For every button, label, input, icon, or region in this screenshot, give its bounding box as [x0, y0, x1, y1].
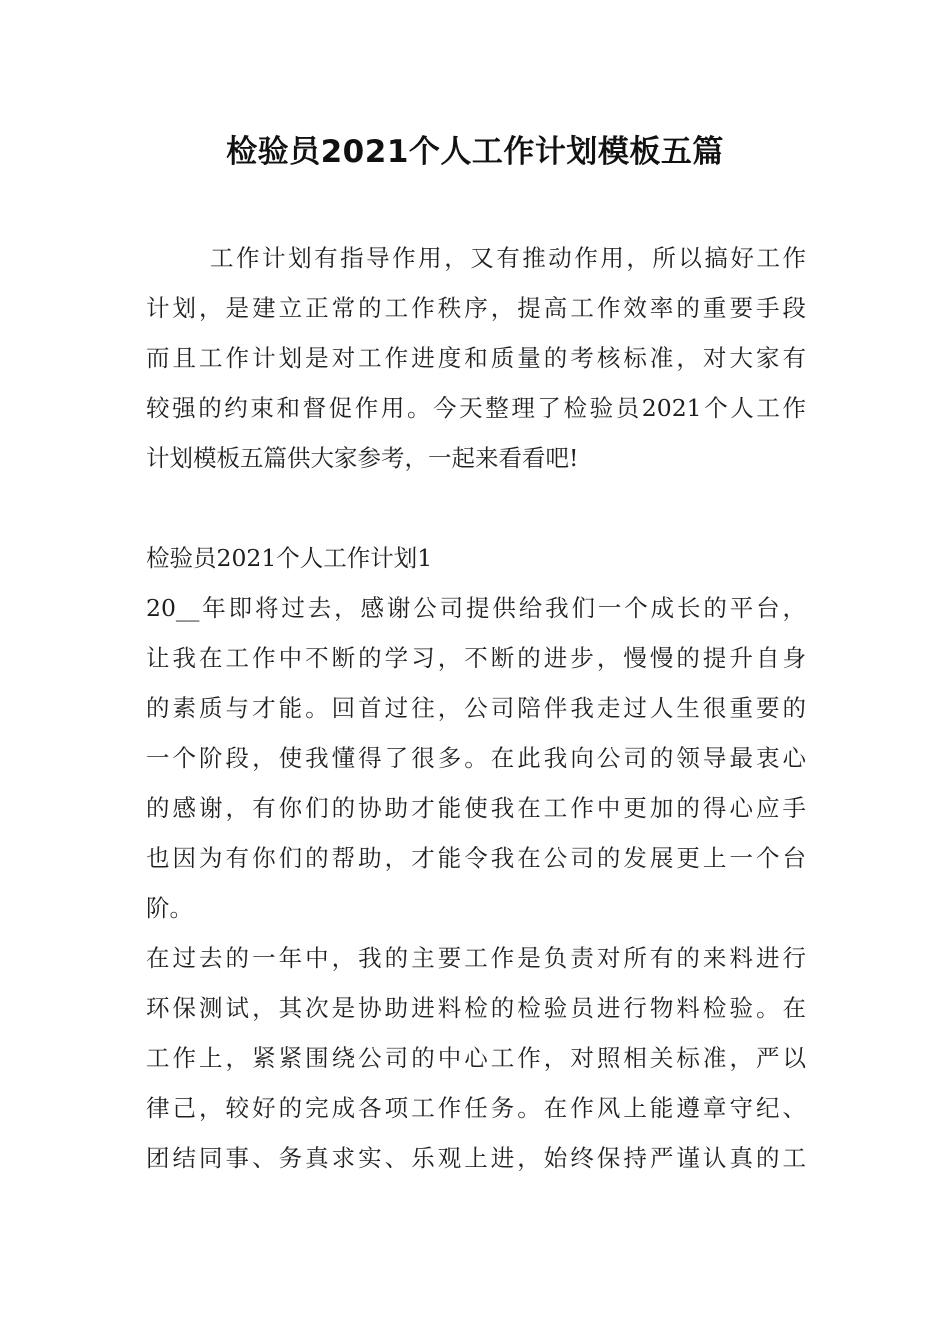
intro-line: 工作计划有指导作用，又有推动作用，所以搞好工作 — [210, 244, 806, 272]
paragraph-line: 在过去的一年中，我的主要工作是负责对所有的来料进行 — [146, 944, 806, 972]
intro-line: 较强的约束和督促作用。今天整理了检验员2021个人工作 — [146, 394, 806, 422]
paragraph-line: 团结同事、务真求实、乐观上进，始终保持严谨认真的工 — [146, 1144, 806, 1172]
paragraph-line: 阶。 — [146, 894, 193, 922]
intro-line: 计划模板五篇供大家参考，一起来看看吧! — [146, 444, 579, 472]
section-heading: 检验员2021个人工作计划1 — [146, 544, 433, 572]
intro-line: 计划，是建立正常的工作秩序，提高工作效率的重要手段 — [146, 294, 806, 322]
paragraph-line: 一个阶段，使我懂得了很多。在此我向公司的领导最衷心 — [146, 744, 806, 772]
paragraph-line: 的素质与才能。回首过往，公司陪伴我走过人生很重要的 — [146, 694, 806, 722]
intro-line: 而且工作计划是对工作进度和质量的考核标准，对大家有 — [146, 344, 806, 372]
document-title: 检验员2021个人工作计划模板五篇 — [226, 134, 724, 170]
paragraph-line: 让我在工作中不断的学习，不断的进步，慢慢的提升自身 — [146, 644, 806, 672]
paragraph-line: 工作上，紧紧围绕公司的中心工作，对照相关标准，严以 — [146, 1044, 806, 1072]
paragraph-line: 20__年即将过去，感谢公司提供给我们一个成长的平台， — [146, 594, 806, 622]
paragraph-line: 律己，较好的完成各项工作任务。在作风上能遵章守纪、 — [146, 1094, 806, 1122]
paragraph-line: 的感谢，有你们的协助才能使我在工作中更加的得心应手 — [146, 794, 806, 822]
paragraph-line: 也因为有你们的帮助，才能令我在公司的发展更上一个台 — [146, 844, 806, 872]
paragraph-line: 环保测试，其次是协助进料检的检验员进行物料检验。在 — [146, 994, 806, 1022]
